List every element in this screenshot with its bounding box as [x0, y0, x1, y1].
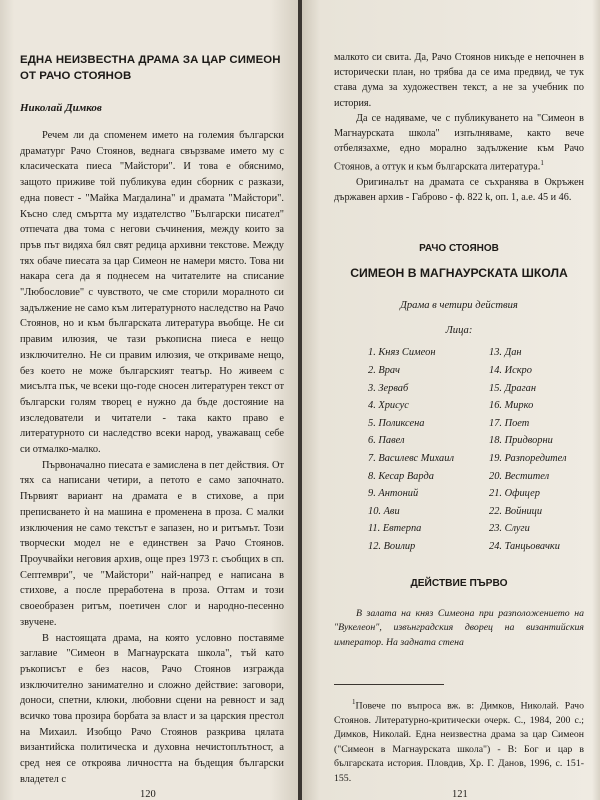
cast-item: 1. Княз Симеон — [368, 347, 436, 359]
body-paragraph: В настоящата драма, на която условно поставяме заглавие "Симеон в Магнаурската школа", тъй като ръкописът е без насов, Рачо Стоянов изгражда изключително занимателно и сложно действие: заговори, доноси, спетни, клюки, любовни сцени на ревност и зад всичко това прозира борбата за власт и за царския престол на Михаил. Изобщо Рачо Стоянов разкрива цялата византийска политическа и духовна нечистоплътност, а сред нея се откроява личността на бъдещия български владетел с — [20, 632, 284, 785]
left-page — [0, 0, 298, 800]
cast-item: 19. Разпоредител — [489, 452, 567, 464]
cast-item: 5. Поликсена — [368, 417, 425, 429]
cast-item: 7. Василевс Михаил — [368, 452, 454, 464]
article-author: Николай Димков — [20, 102, 102, 114]
act-heading: ДЕЙСТВИЕ ПЪРВО — [410, 577, 508, 589]
body-paragraph: малкото си свита. Да, Рачо Стоянов никъде е непочнен в исторически план, но трябва да се има предвид, че тук става дума за художествен текст, а не за учебник по история. — [334, 52, 584, 109]
right-page — [302, 0, 600, 800]
cast-item: 3. Зерваб — [368, 382, 409, 394]
body-paragraph: Речем ли да споменем името на големия български драматург Рачо Стоянов, веднага свързваме името му с класическата пиеса "Майстори". И това е обяснимо, защото приживе той публикува един сборник с разкази, една повест - "Майка Магдалина" и драмата "Майстори". Късно след смъртта му издателство "Български писател" отпечата два тома с негови съчинения, между които за пръв път видяха бял свят редица архивни текстове. Между тях обаче пиесата за цар Симеон не намери място. Това ни накара сега да я поднесем на читателите на списание "Любословие" с чувството, че сме сторили моралното си задължение не само към литературното наследство на Рачо Стоянов, но и към българската литература въобще. Не си правим илюзия, че тази ръкописна пиеса е нещо изключително. Не си правим илюзия, че откриваме нещо, без което не може българският театър. Но живеем с мисълта пък, че всеки що-годе сносен литературен текст от български голям творец е нужно да бъде достояние на изследователи и читатели - така както право е литературното си наследство всеки народ, уважаващ себе си отмалко-малко. — [20, 130, 284, 456]
footnote-body: Повече по въпроса вж. в: Димков, Николай. Рачо Стоянов. Литературно-критически очерк. С., 1984, 200 с.; Димков, Николай. Една неизвестна драма за цар Симеон ("Симеон в Магнаурската школа") - В: Бог и цар в българската история. Пловдив, Хр. Г. Данов, 1996, с. 151-155. — [334, 700, 584, 784]
play-title: СИМЕОН В МАГНАУРСКАТА ШКОЛА — [350, 266, 568, 281]
play-author: РАЧО СТОЯНОВ — [419, 243, 499, 255]
page-number-left: 120 — [140, 789, 156, 800]
cast-item: 24. Танцьовачки — [489, 540, 560, 552]
play-subtitle: Драма в четири действия — [400, 300, 518, 312]
cast-column-right — [489, 344, 584, 555]
stage-direction-block — [334, 607, 584, 651]
cast-item: 16. Мирко — [489, 400, 534, 412]
cast-item: 2. Врач — [368, 365, 400, 377]
article-title-line-1: ЕДНА НЕИЗВЕСТНА ДРАМА ЗА ЦАР СИМЕОН — [20, 54, 281, 66]
cast-item: 6. Павел — [368, 435, 405, 447]
cast-item: 11. Евтерпа — [368, 523, 422, 535]
cast-item: 22. Войници — [489, 505, 543, 517]
cast-item: 21. Офицер — [489, 488, 540, 500]
footnote-number: 1 — [352, 698, 356, 707]
persons-heading: Лица: — [445, 325, 473, 337]
cast-item: 18. Придворни — [489, 435, 553, 447]
article-title-line-2: ОТ РАЧО СТОЯНОВ — [20, 70, 132, 82]
cast-item: 12. Воилир — [368, 540, 416, 552]
cast-list — [334, 344, 584, 555]
archive-note: Оригиналът на драмата се съхранява в Окръжен държавен архив - Габрово - ф. 822 k, оп. 1, a.e. 45 и 46. — [334, 177, 584, 204]
footnote-block — [334, 695, 584, 786]
cast-item: 9. Антоний — [368, 488, 419, 500]
footnote-divider — [334, 684, 444, 685]
page-number-right: 121 — [452, 789, 468, 800]
cast-item: 13. Дан — [489, 347, 522, 359]
cast-item: 14. Искро — [489, 365, 532, 377]
cast-item: 15. Драган — [489, 382, 536, 394]
body-paragraph-text: Да се надяваме, че с публикуването на "Симеон в Магнаурската школа" изпълняваме, както вече отбелязахме, едно морално задължение към Рачо Стоянов, а оттук и към българската литература. — [334, 112, 584, 173]
cast-item: 4. Хрисус — [368, 400, 409, 412]
cast-item: 8. Кесар Варда — [368, 470, 434, 482]
footnote-marker: 1 — [540, 159, 544, 168]
cast-item: 10. Ави — [368, 505, 400, 517]
cast-item: 17. Поет — [489, 417, 530, 429]
body-paragraph — [334, 111, 584, 175]
cast-item: 23. Слуги — [489, 523, 530, 535]
body-paragraph: Първоначално пиесата е замислена в пет действия. От тях са написани четири, а петото е само започнато. Първият вариант на драмата е в стихове, а при преписването ѝ на машина е променена в проза. С малки изключения не само текстът е запазен, но и ритъмът. Този творчески модел не е единствен за Рачо Стоянов. Проучвайки неговия архив, още през 1973 г. съобщих в сп. Септември", че "Майстори" най-напред е написана в стихове, а после преработена в проза. Оттам и този своеобразен ритъм, поетичен слог и народно-песенно звучене. — [20, 459, 284, 628]
cast-item: 20. Вестител — [489, 470, 550, 482]
article-title — [20, 52, 284, 84]
stage-direction: В залата на княз Симеона при разположението на "Вукелеон", извънградския дворец на византийския император. На задната стена — [334, 607, 584, 648]
footnote-text — [334, 695, 584, 786]
cast-column-left — [368, 344, 463, 555]
